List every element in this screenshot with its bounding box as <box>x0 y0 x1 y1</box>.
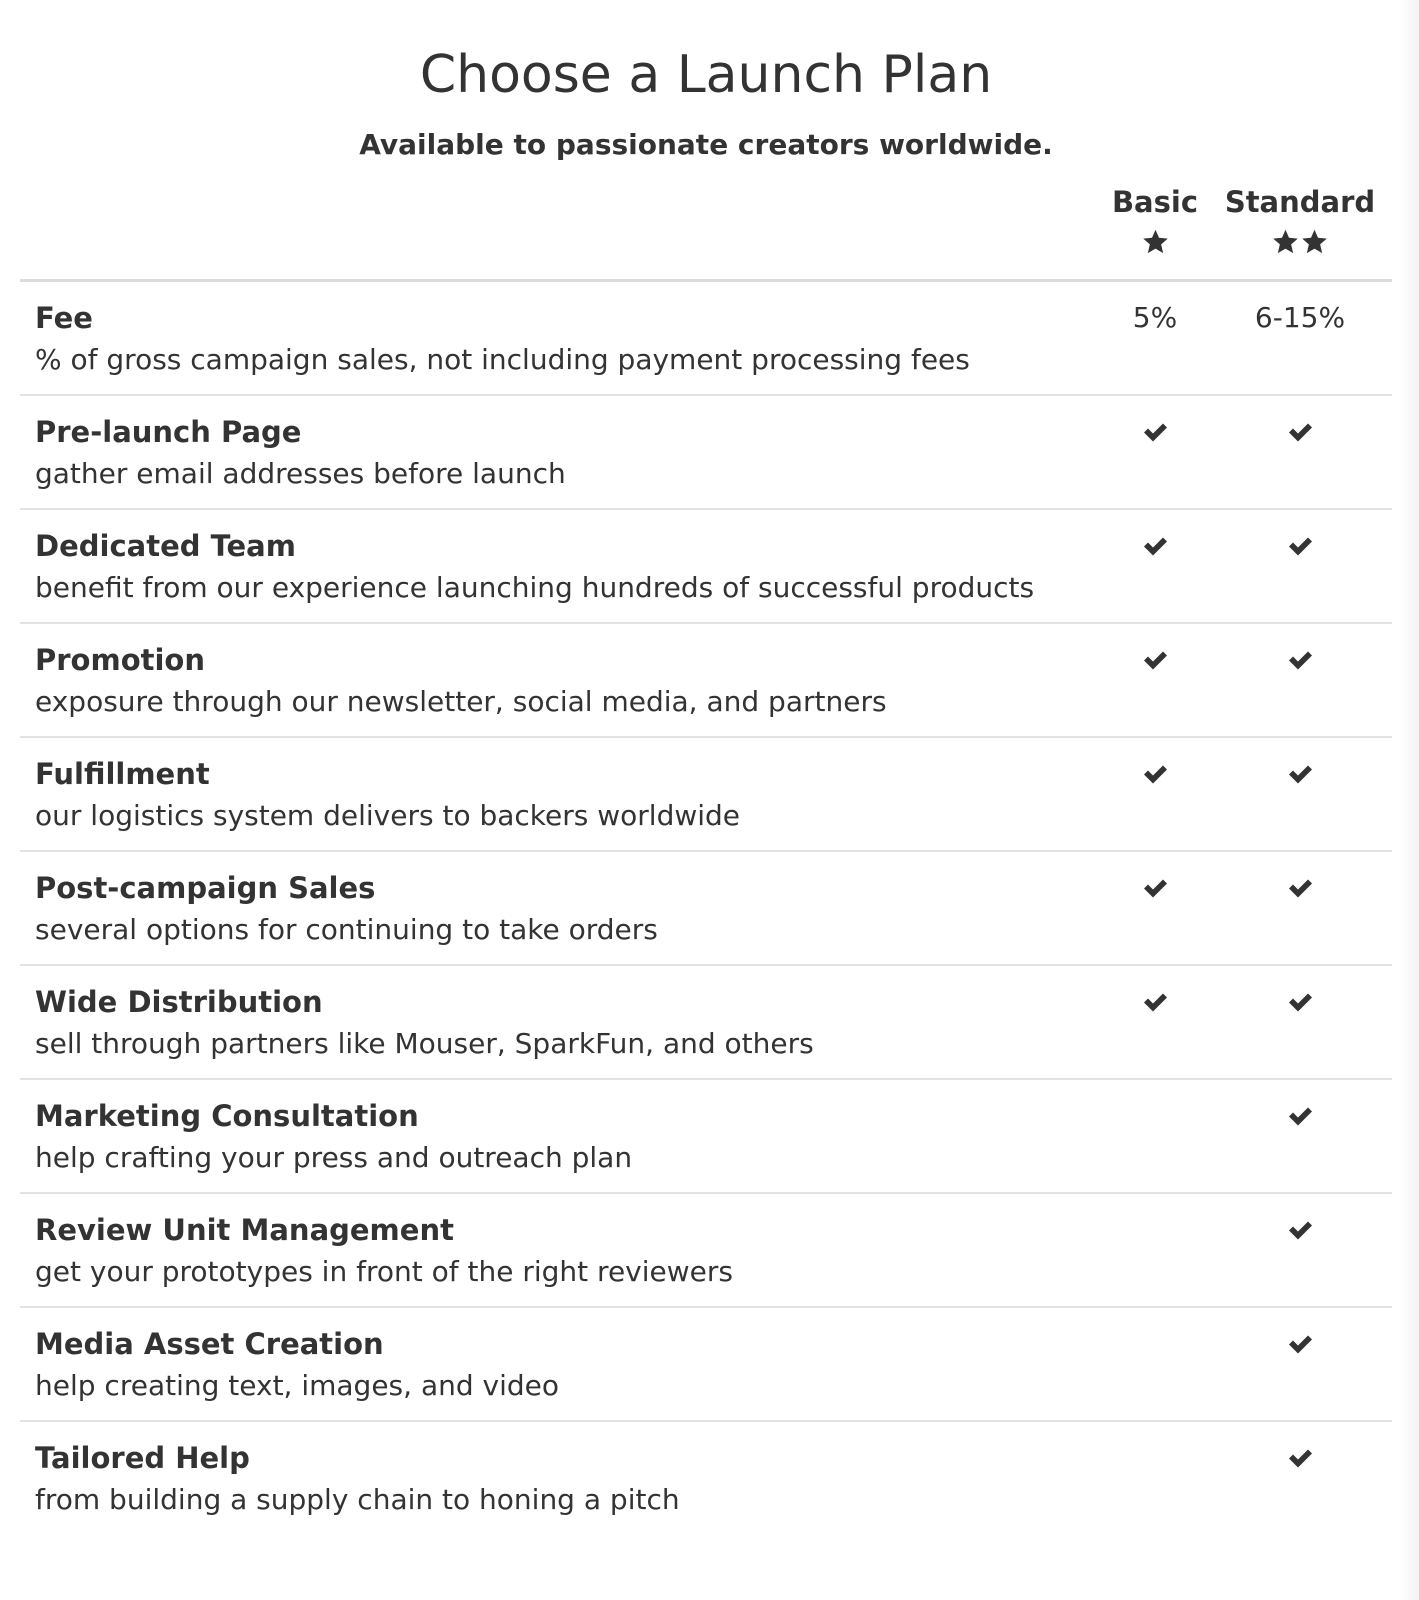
feature-standard-cell <box>1220 412 1380 452</box>
feature-description: help crafting your press and outreach plan <box>35 1141 633 1174</box>
plan-name-standard: Standard <box>1224 185 1376 219</box>
feature-basic-cell <box>1095 526 1215 566</box>
checkmark-icon <box>1142 648 1169 672</box>
feature-row <box>20 966 1392 1080</box>
plan-header-basic <box>1095 180 1215 280</box>
feature-basic-cell: 5% <box>1132 301 1178 334</box>
feature-basic-cell <box>1095 412 1215 452</box>
feature-table <box>20 282 1392 1536</box>
feature-name: Wide Distribution <box>35 985 323 1019</box>
feature-basic-cell <box>1095 754 1215 794</box>
feature-standard-cell <box>1220 1438 1380 1478</box>
feature-basic-cell <box>1095 1096 1215 1136</box>
feature-description: several options for continuing to take orders <box>35 913 658 946</box>
checkmark-icon <box>1287 420 1314 444</box>
feature-description: gather email addresses before launch <box>35 457 566 490</box>
checkmark-icon <box>1142 876 1169 900</box>
page-title: Choose a Launch Plan <box>419 45 993 105</box>
plan-name-basic: Basic <box>1111 185 1199 219</box>
checkmark-icon <box>1287 1104 1314 1128</box>
feature-basic-cell <box>1095 640 1215 680</box>
feature-basic-cell <box>1095 1438 1215 1478</box>
feature-description: % of gross campaign sales, not including payment processing fees <box>35 343 970 376</box>
feature-standard-cell <box>1220 1096 1380 1136</box>
feature-row <box>20 852 1392 966</box>
checkmark-icon <box>1287 1446 1314 1470</box>
feature-description: benefit from our experience launching hundreds of successful products <box>35 571 1035 604</box>
checkmark-icon <box>1142 762 1169 786</box>
checkmark-icon <box>1287 534 1314 558</box>
feature-standard-cell <box>1220 982 1380 1022</box>
feature-row <box>20 1422 1392 1536</box>
right-edge-shadow <box>1399 0 1419 1600</box>
checkmark-icon <box>1287 648 1314 672</box>
feature-row <box>20 396 1392 510</box>
feature-standard-cell <box>1220 754 1380 794</box>
feature-description: from building a supply chain to honing a pitch <box>35 1483 680 1516</box>
feature-name: Review Unit Management <box>35 1213 454 1247</box>
feature-description: exposure through our newsletter, social media, and partners <box>35 685 887 718</box>
feature-standard-cell <box>1220 640 1380 680</box>
feature-basic-cell <box>1095 1324 1215 1364</box>
feature-name: Pre-launch Page <box>35 415 302 449</box>
checkmark-icon <box>1287 762 1314 786</box>
feature-standard-cell: 6-15% <box>1254 301 1346 334</box>
plan-stars-standard <box>1220 228 1380 258</box>
feature-standard-cell <box>1220 868 1380 908</box>
feature-standard-cell <box>1220 1324 1380 1364</box>
feature-name: Fee <box>35 301 93 335</box>
feature-name: Fulfillment <box>35 757 210 791</box>
feature-name: Post-campaign Sales <box>35 871 376 905</box>
feature-name: Media Asset Creation <box>35 1327 384 1361</box>
feature-standard-cell <box>1220 1210 1380 1250</box>
feature-basic-cell <box>1095 982 1215 1022</box>
feature-description: sell through partners like Mouser, SparkFun, and others <box>35 1027 814 1060</box>
feature-row <box>20 1080 1392 1194</box>
checkmark-icon <box>1142 534 1169 558</box>
feature-name: Promotion <box>35 643 205 677</box>
feature-basic-cell <box>1095 1210 1215 1250</box>
checkmark-icon <box>1142 420 1169 444</box>
checkmark-icon <box>1287 1332 1314 1356</box>
feature-name: Dedicated Team <box>35 529 296 563</box>
feature-name: Tailored Help <box>35 1441 250 1475</box>
feature-basic-cell <box>1095 868 1215 908</box>
page-subtitle: Available to passionate creators worldwide. <box>359 128 1053 161</box>
star-icon <box>1301 228 1328 255</box>
feature-name: Marketing Consultation <box>35 1099 419 1133</box>
feature-row <box>20 1308 1392 1422</box>
star-icon <box>1272 228 1299 255</box>
star-icon <box>1142 228 1169 255</box>
feature-row <box>20 1194 1392 1308</box>
feature-row <box>20 624 1392 738</box>
checkmark-icon <box>1287 876 1314 900</box>
feature-row <box>20 282 1392 396</box>
feature-row <box>20 510 1392 624</box>
feature-description: our logistics system delivers to backers worldwide <box>35 799 741 832</box>
checkmark-icon <box>1287 1218 1314 1242</box>
checkmark-icon <box>1142 990 1169 1014</box>
feature-description: get your prototypes in front of the right reviewers <box>35 1255 733 1288</box>
plan-header-standard <box>1220 180 1380 280</box>
plan-stars-basic <box>1095 228 1215 258</box>
checkmark-icon <box>1287 990 1314 1014</box>
feature-description: help creating text, images, and video <box>35 1369 560 1402</box>
feature-row <box>20 738 1392 852</box>
feature-standard-cell <box>1220 526 1380 566</box>
